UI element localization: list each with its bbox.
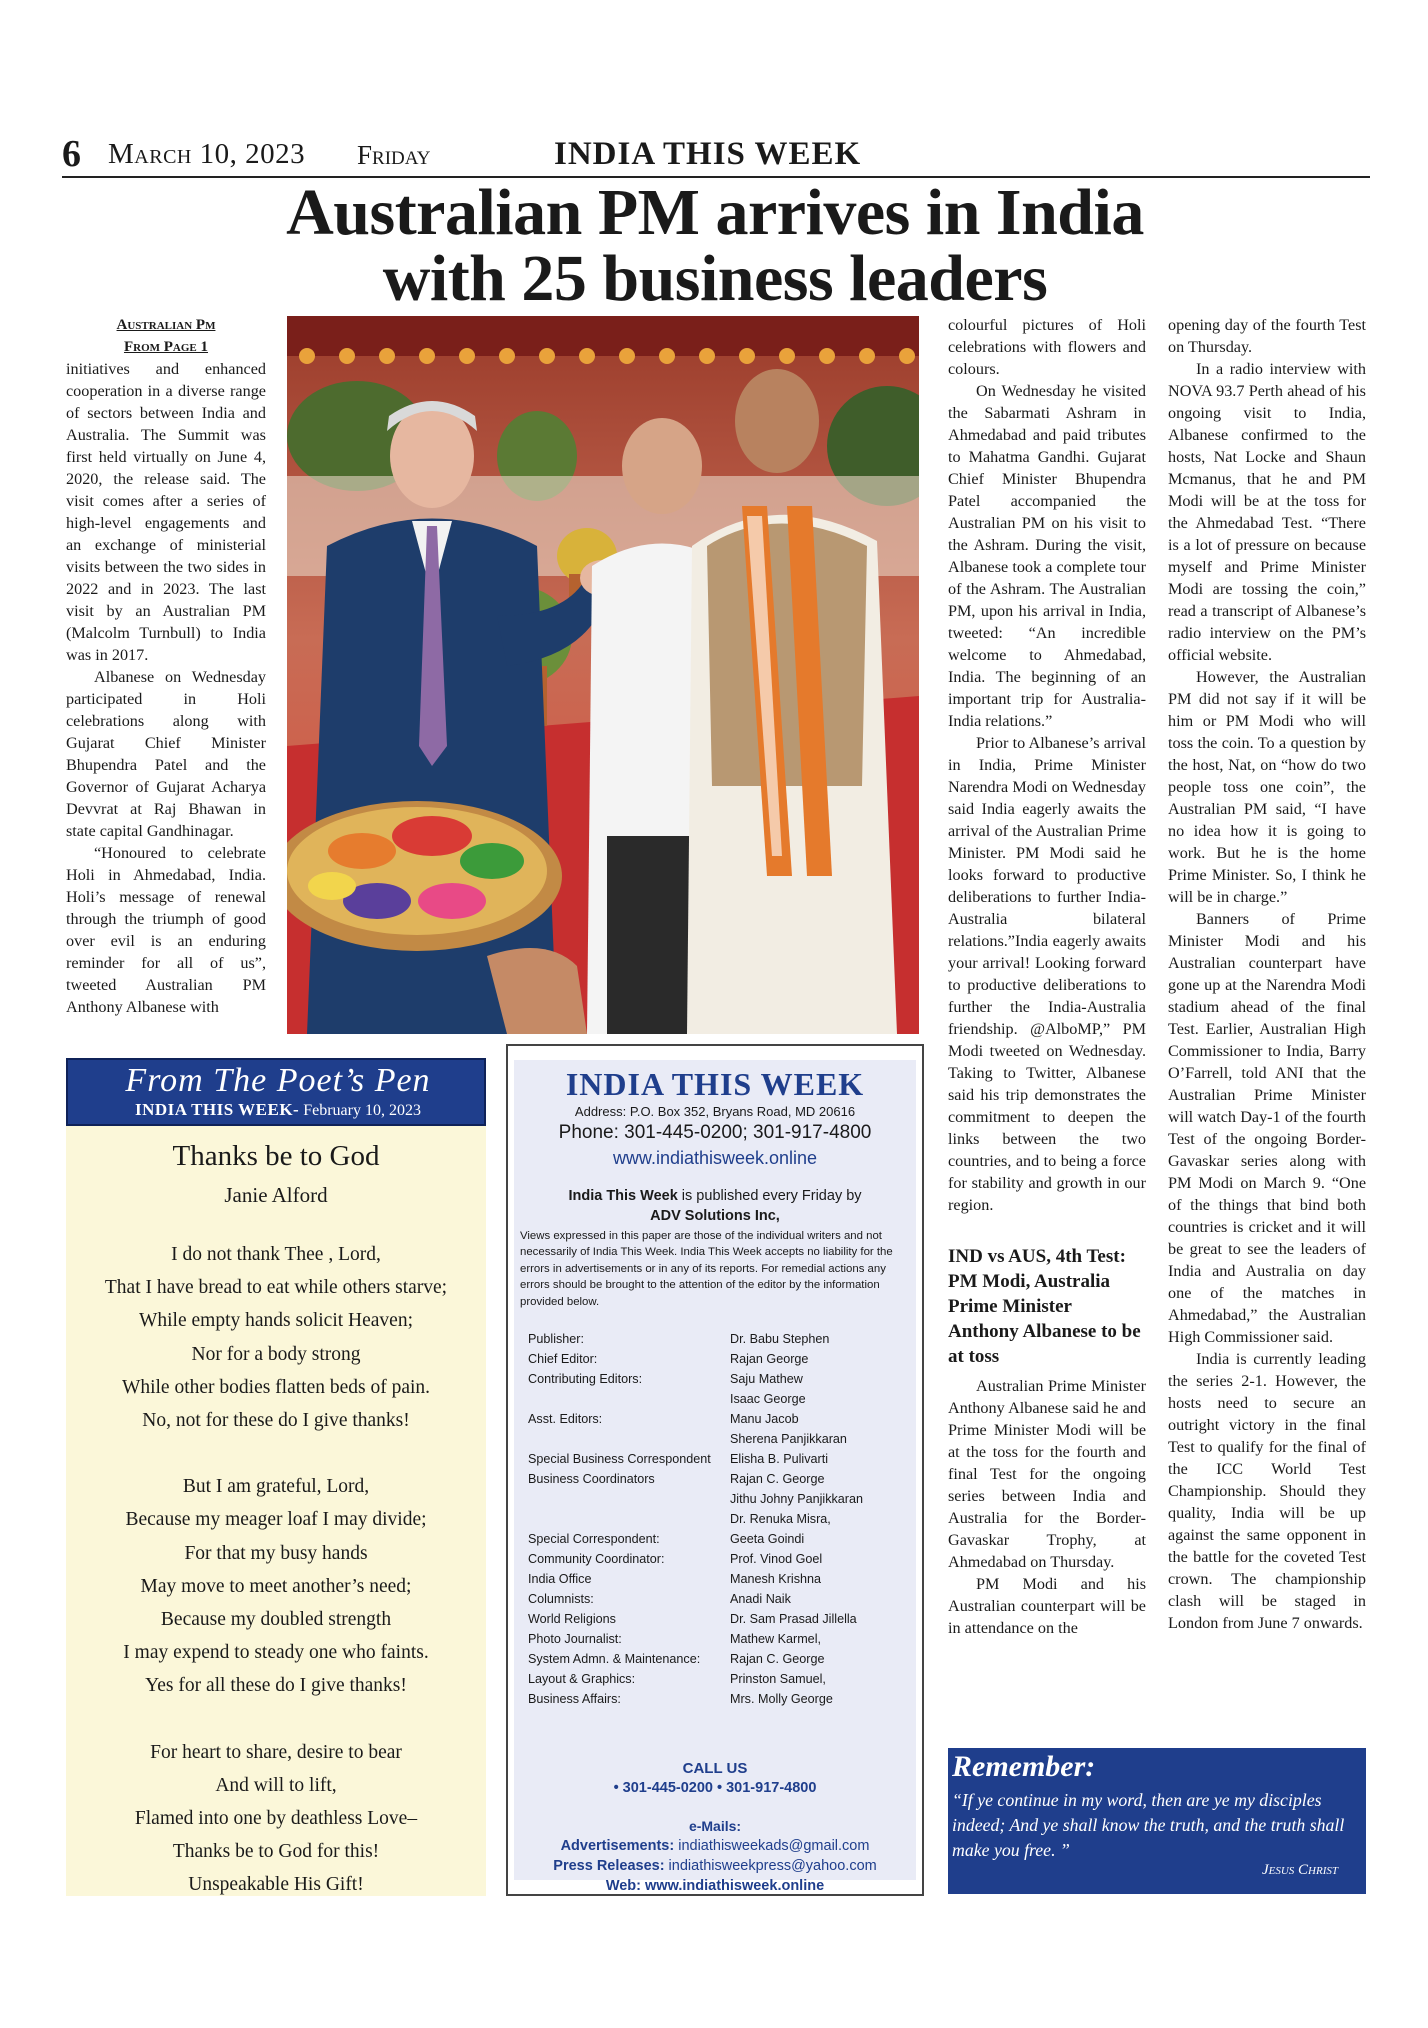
poem-line: That I have bread to eat while others starve; bbox=[104, 1277, 448, 1299]
staff-name: Dr. Sam Prasad Jillella bbox=[730, 1612, 857, 1626]
info-disclaimer: Views expressed in this paper are those of the individual writers and not necessarily of India This Week. India This Week accepts no liability for the errors in advertisements or in any of its reports. For remedial actions any errors should be brought to the attention of the editor by the information provided below. bbox=[520, 1230, 893, 1308]
press-email-line bbox=[514, 1858, 916, 1874]
continued-label-line-1: Australian Pm bbox=[116, 317, 216, 333]
article-column-3 bbox=[948, 314, 1146, 1639]
staff-role: Business Affairs: bbox=[528, 1692, 621, 1706]
staff-name: Rajan C. George bbox=[730, 1652, 825, 1666]
page-number: 6 bbox=[62, 133, 81, 175]
remember-attribution: Jesus Christ bbox=[1261, 1862, 1338, 1878]
staff-role: Asst. Editors: bbox=[528, 1412, 603, 1426]
remember-quote-box bbox=[948, 1748, 1366, 1894]
article-column-4 bbox=[1168, 314, 1366, 1634]
issue-date: March 10, 2023 bbox=[108, 138, 306, 170]
paragraph: India is currently leading the series 2-1. However, the hosts need to secure an outright victory in the final Test to qualify for the final of the ICC World Test Championship. Should they quality, India will be up against the same opponent in the battle for the coveted Test crown. The championship clash will be staged in London from June 7 onwards. bbox=[1168, 1350, 1366, 1632]
paragraph: opening day of the fourth Test on Thursday. bbox=[1168, 316, 1366, 356]
poem-line: I do not thank Thee , Lord, bbox=[171, 1244, 381, 1265]
paragraph: On Wednesday he visited the Sabarmati Ashram in Ahmedabad and paid tributes to Mahatma Gandhi. Gujarat Chief Minister Bhupendra Patel accompanied the Australian PM on his visit to the Ashram. During the visit, Albanese took a complete tour of the Ashram. The Australian PM, upon his arrival in India, tweeted: “An incredible welcome to Ahmedabad, India. The beginning of an important trip for Australia-India relations.” bbox=[948, 382, 1146, 730]
ads-email-link[interactable]: indiathisweekads@gmail.com bbox=[674, 1838, 870, 1854]
staff-name: Saju Mathew bbox=[730, 1372, 803, 1386]
staff-name: Manesh Krishna bbox=[730, 1572, 822, 1586]
paragraph: Albanese on Wednesday participated in Holi celebrations along with Gujarat Chief Minister Bhupendra Patel and the Governor of Gujarat Acharya Devvrat at Raj Bhawan in state capital Gandhinagar. bbox=[66, 668, 266, 840]
staff-role: Contributing Editors: bbox=[528, 1372, 643, 1386]
staff-row bbox=[528, 1492, 908, 1512]
staff-name: Mathew Karmel, bbox=[730, 1632, 821, 1646]
poem-body bbox=[66, 1238, 486, 1935]
press-email-link[interactable]: indiathisweekpress@yahoo.com bbox=[664, 1858, 877, 1874]
staff-role: World Religions bbox=[528, 1612, 616, 1626]
paragraph: In a radio interview with NOVA 93.7 Perth ahead of his ongoing visit to India, Albanese confirmed to the hosts, Nat Locke and Shaun Mcmanus, that he and PM Modi will be at the toss for the Ahmedabad Test. “There is a lot of pressure on because myself and Prime Minister Modi are tossing the coin,” read a transcript of Albanese’s radio interview on the PM’s official website. bbox=[1168, 360, 1366, 664]
call-us-label: CALL US bbox=[682, 1760, 748, 1777]
poets-pen-banner bbox=[66, 1058, 486, 1126]
poem-line: Flamed into one by deathless Love– bbox=[134, 1808, 418, 1830]
headline-line-2: with 25 business leaders bbox=[382, 242, 1048, 315]
staff-name: Isaac George bbox=[730, 1392, 806, 1406]
staff-name: Dr. Babu Stephen bbox=[730, 1332, 830, 1346]
paragraph: Prior to Albanese’s arrival in India, Prime Minister Narendra Modi on Wednesday said India eagerly awaits the arrival of the Australian Prime Minister. PM Modi said he looks forward to productive deliberations to further India-Australia bilateral relations.”India eagerly awaits your arrival! Looking forward to productive deliberations to further the India-Australia friendship. @AlboMP,” PM Modi tweeted on Wednesday. Taking to Twitter, Albanese said his trip demonstrates the commitment to deepen the links between the two countries, and to being a force for stability and growth in our region. bbox=[948, 734, 1146, 1214]
paragraph: colourful pictures of Holi celebrations with flowers and colours. bbox=[948, 316, 1146, 378]
staff-row bbox=[528, 1392, 908, 1412]
poem-line: But I am grateful, Lord, bbox=[182, 1476, 370, 1498]
staff-role: Business Coordinators bbox=[528, 1472, 655, 1486]
staff-row bbox=[528, 1372, 908, 1392]
staff-row bbox=[528, 1692, 908, 1712]
staff-name: Anadi Naik bbox=[730, 1592, 791, 1606]
web-line bbox=[514, 1878, 916, 1894]
staff-role: Community Coordinator: bbox=[528, 1552, 665, 1566]
staff-role: Publisher: bbox=[528, 1332, 585, 1346]
info-published-text: is published every Friday by bbox=[677, 1188, 862, 1204]
poem-stanza bbox=[66, 1470, 486, 1702]
staff-name: Jithu Johny Panjikkaran bbox=[730, 1492, 864, 1506]
staff-row bbox=[528, 1352, 908, 1372]
article-photo bbox=[287, 316, 919, 1034]
poem-line: Thanks be to God for this! bbox=[172, 1841, 380, 1863]
poem-line: And will to lift, bbox=[215, 1774, 337, 1796]
poets-pen-box bbox=[66, 1058, 486, 1896]
poets-pen-title: From The Poet’s Pen bbox=[125, 1062, 431, 1099]
staff-name: Rajan C. George bbox=[730, 1472, 825, 1486]
staff-name: Prof. Vinod Goel bbox=[730, 1552, 823, 1566]
continued-from-label bbox=[66, 314, 266, 358]
info-published-by bbox=[514, 1186, 916, 1226]
staff-row bbox=[528, 1472, 908, 1492]
paragraph: “Honoured to celebrate Holi in Ahmedabad, India. Holi’s message of renewal through the triumph of good over evil is an enduring reminder for all of us”, tweeted Australian PM Anthony Albanese with bbox=[66, 844, 266, 1016]
publication-info-box bbox=[506, 1044, 924, 1896]
staff-name: Dr. Renuka Misra, bbox=[730, 1512, 831, 1526]
headline-line-1: Australian PM arrives in India bbox=[286, 176, 1144, 249]
staff-row bbox=[528, 1452, 908, 1472]
press-email-label: Press Releases: bbox=[553, 1858, 665, 1874]
poem-line: Because my meager loaf I may divide; bbox=[125, 1509, 427, 1531]
staff-name: Sherena Panjikkaran bbox=[730, 1432, 847, 1446]
info-publisher-company: ADV Solutions Inc, bbox=[650, 1208, 780, 1224]
staff-role: Layout & Graphics: bbox=[528, 1672, 636, 1686]
staff-row bbox=[528, 1672, 908, 1692]
poem-author: Janie Alford bbox=[224, 1183, 328, 1207]
paragraph: initiatives and enhanced cooperation in a diverse range of sectors between India and Australia. The Summit was first held virtually on June 4, 2020, the release said. The visit comes after a series of high-level engagements and an exchange of ministerial visits between the two sides in 2022 and in 2023. The last visit by an Australian PM (Malcolm Turnbull) to India was in 2017. bbox=[66, 360, 266, 664]
web-label: Web: bbox=[605, 1878, 641, 1894]
info-paper-name: INDIA THIS WEEK bbox=[565, 1066, 865, 1102]
staff-row bbox=[528, 1332, 908, 1352]
staff-row bbox=[528, 1592, 908, 1612]
poem-line: While other bodies flatten beds of pain. bbox=[121, 1376, 431, 1398]
staff-row bbox=[528, 1532, 908, 1552]
remember-quote: “If ye continue in my word, then are ye my disciples indeed; And ye shall know the truth, and the truth shall make you free. ” bbox=[952, 1790, 1345, 1860]
poem-line: For heart to share, desire to bear bbox=[150, 1741, 402, 1763]
staff-role: Chief Editor: bbox=[528, 1352, 598, 1366]
ads-email-label: Advertisements: bbox=[560, 1838, 675, 1854]
staff-role: India Office bbox=[528, 1572, 592, 1586]
staff-name: Geeta Goindi bbox=[730, 1532, 805, 1546]
web-link[interactable]: www.indiathisweek.online bbox=[641, 1878, 825, 1894]
poem-line: Because my doubled strength bbox=[160, 1609, 392, 1631]
staff-row bbox=[528, 1612, 908, 1632]
staff-role: Special Correspondent: bbox=[528, 1532, 660, 1546]
staff-row bbox=[528, 1572, 908, 1592]
staff-name: Prinston Samuel, bbox=[730, 1672, 826, 1686]
staff-row bbox=[528, 1552, 908, 1572]
publication-info-panel bbox=[514, 1060, 916, 1894]
article-column-1 bbox=[66, 314, 266, 1018]
staff-row bbox=[528, 1432, 908, 1452]
poem-line: Yes for all these do I give thanks! bbox=[145, 1675, 407, 1697]
staff-row bbox=[528, 1512, 908, 1532]
poem-stanza bbox=[66, 1736, 486, 1902]
staff-role: Columnists: bbox=[528, 1592, 594, 1606]
staff-row bbox=[528, 1632, 908, 1652]
call-us-numbers: • 301-445-0200 • 301-917-4800 bbox=[613, 1780, 817, 1796]
poets-pen-date: February 10, 2023 bbox=[299, 1102, 421, 1119]
paragraph: However, the Australian PM did not say if it will be him or PM Modi who will toss the coin. To a question by the host, Nat, on “how do two people toss one coin”, the Australian PM said, “I have no idea how it is going to work. But he is the home Prime Minister. So, I think he will be in charge.” bbox=[1168, 668, 1366, 906]
staff-role: Photo Journalist: bbox=[528, 1632, 622, 1646]
staff-row bbox=[528, 1412, 908, 1432]
poem-line: Unspeakable His Gift! bbox=[188, 1874, 364, 1896]
poets-pen-paper-name: INDIA THIS WEEK- bbox=[135, 1100, 300, 1119]
info-phone: Phone: 301-445-0200; 301-917-4800 bbox=[558, 1122, 872, 1143]
staff-name: Manu Jacob bbox=[730, 1412, 799, 1426]
poem-stanza bbox=[66, 1238, 486, 1437]
remember-title: Remember: bbox=[952, 1750, 1096, 1783]
issue-day: Friday bbox=[357, 140, 431, 170]
staff-role: Special Business Correspondent bbox=[528, 1452, 711, 1466]
info-address: Address: P.O. Box 352, Bryans Road, MD 20616 bbox=[574, 1104, 856, 1119]
article-headline bbox=[150, 176, 1280, 315]
poem-title: Thanks be to God bbox=[172, 1140, 380, 1172]
info-website-link[interactable]: www.indiathisweek.online bbox=[612, 1148, 818, 1168]
staff-name: Rajan George bbox=[730, 1352, 809, 1366]
poem-line: I may expend to steady one who faints. bbox=[123, 1642, 429, 1664]
poem-line: While empty hands solicit Heaven; bbox=[138, 1310, 413, 1332]
poem-line: No, not for these do I give thanks! bbox=[142, 1410, 410, 1432]
info-published-paper: India This Week bbox=[568, 1188, 678, 1204]
paragraph: Australian Prime Minister Anthony Albanese said he and Prime Minister Modi will be at the toss for the fourth and final Test for the ongoing series between India and Australia for the Border-Gavaskar Trophy, at Ahmedabad on Thursday. bbox=[948, 1377, 1146, 1571]
emails-label: e-Mails: bbox=[688, 1818, 742, 1834]
paper-name: INDIA THIS WEEK bbox=[554, 136, 862, 172]
poets-pen-dateline bbox=[68, 1100, 488, 1120]
staff-name: Mrs. Molly George bbox=[730, 1692, 833, 1706]
sub-headline: IND vs AUS, 4th Test: PM Modi, Australia Prime Minister Anthony Albanese to be at toss bbox=[948, 1246, 1141, 1367]
staff-role: System Admn. & Maintenance: bbox=[528, 1652, 701, 1666]
paragraph: Banners of Prime Minister Modi and his Australian counterpart have gone up at the Narendra Modi stadium ahead of the final Test. Earlier, Australian High Commissioner to India, Barry O’Farrell, told ANI that the Australian Prime Minister will watch Day-1 of the fourth Test of the ongoing Border-Gavaskar series along with PM Modi on March 9. “One of the things that bind both countries is cricket and it will be great to see the leaders of India and Australia on day one of the matches in Ahmedabad,” the Australian High Commissioner said. bbox=[1168, 910, 1366, 1346]
holi-celebration-photo bbox=[287, 316, 919, 1034]
poem-line: For that my busy hands bbox=[184, 1542, 368, 1564]
ads-email-line bbox=[514, 1838, 916, 1854]
staff-row bbox=[528, 1652, 908, 1672]
poem-line: Nor for a body strong bbox=[191, 1343, 361, 1365]
poem-line: May move to meet another’s need; bbox=[140, 1575, 412, 1597]
paragraph: PM Modi and his Australian counterpart will be in attendance on the bbox=[948, 1575, 1146, 1637]
masthead-row bbox=[62, 132, 1370, 178]
staff-name: Elisha B. Pulivarti bbox=[730, 1452, 828, 1466]
continued-label-line-2: From Page 1 bbox=[123, 339, 209, 355]
